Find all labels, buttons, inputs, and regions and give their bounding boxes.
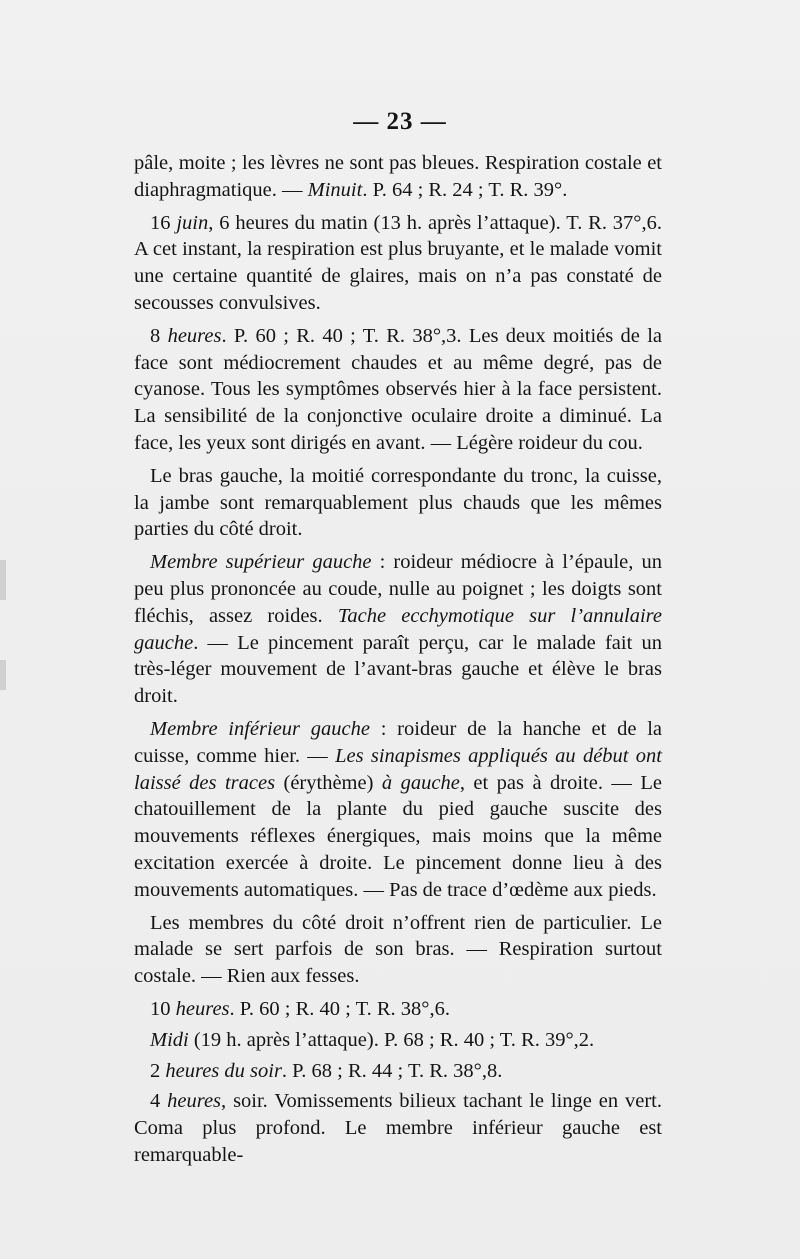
paragraph: 4 heures, soir. Vomissements bilieux tachant le linge en vert. Coma plus profond. Le membre inférieur gauche est remarquable- [134,1090,662,1166]
paragraph: Membre inférieur gauche : roideur de la hanche et de la cuisse, comme hier. — Les sinapismes appliqués au début ont laissé des traces (érythème) à gauche, et pas à droite. — Le chatouillement de la plante du pied gauche suscite des mouvements réflexes énergiques, mais moins que la même excitation exercée à droite. Le pincement donne lieu à des mouvements automatiques. — Pas de trace d’œdème aux pieds. [134,717,662,901]
paragraph: 16 juin, 6 heures du matin (13 h. après l’attaque). T. R. 37°,6. A cet instant, la respiration est plus bruyante, et le malade vomit une certaine quantité de glaires, mais on n’a pas constaté de secousses convulsives. [134,211,663,314]
paragraph: Midi (19 h. après l’attaque). P. 68 ; R. 40 ; T. R. 39°,2. [150,1028,595,1051]
page-edge-shadow [0,560,6,600]
paragraph: Le bras gauche, la moitié correspondante du tronc, la cuisse, la jambe sont remarquablement plus chauds que les mêmes parties du côté droit. [134,464,662,541]
paragraph: 8 heures. P. 60 ; R. 40 ; T. R. 38°,3. Les deux moitiés de la face sont médiocrement chaudes et au même degré, pas de cyanose. Tous les symptômes observés hier à la face persistent. La sensibilité de la conjonctive oculaire droite a diminué. La face, les yeux sont dirigés en avant. — Légère roideur du cou. [134,324,662,454]
page-edge-shadow [0,660,6,690]
paragraph: Membre supérieur gauche : roideur médiocre à l’épaule, un peu plus prononcée au coude, nulle au poignet ; les doigts sont fléchis, assez roides. Tache ecchymotique sur l’annulaire gauche. — Le pincement paraît perçu, car le malade fait un très-léger mouvement de l’avant-bras gauche et élève le bras droit. [134,551,662,708]
page-number: — 23 — [353,108,447,135]
paragraph: pâle, moite ; les lèvres ne sont pas bleues. Respiration costale et diaphragmatique. — Minuit. P. 64 ; R. 24 ; T. R. 39°. [134,152,662,201]
paragraph: Les membres du côté droit n’offrent rien de particulier. Le malade se sert parfois de son bras. — Respiration surtout costale. — Rien aux fesses. [134,911,662,988]
paragraph: 2 heures du soir. P. 68 ; R. 44 ; T. R. 38°,8. [150,1059,503,1082]
paragraph: 10 heures. P. 60 ; R. 40 ; T. R. 38°,6. [150,997,450,1020]
body-text [134,150,662,1175]
